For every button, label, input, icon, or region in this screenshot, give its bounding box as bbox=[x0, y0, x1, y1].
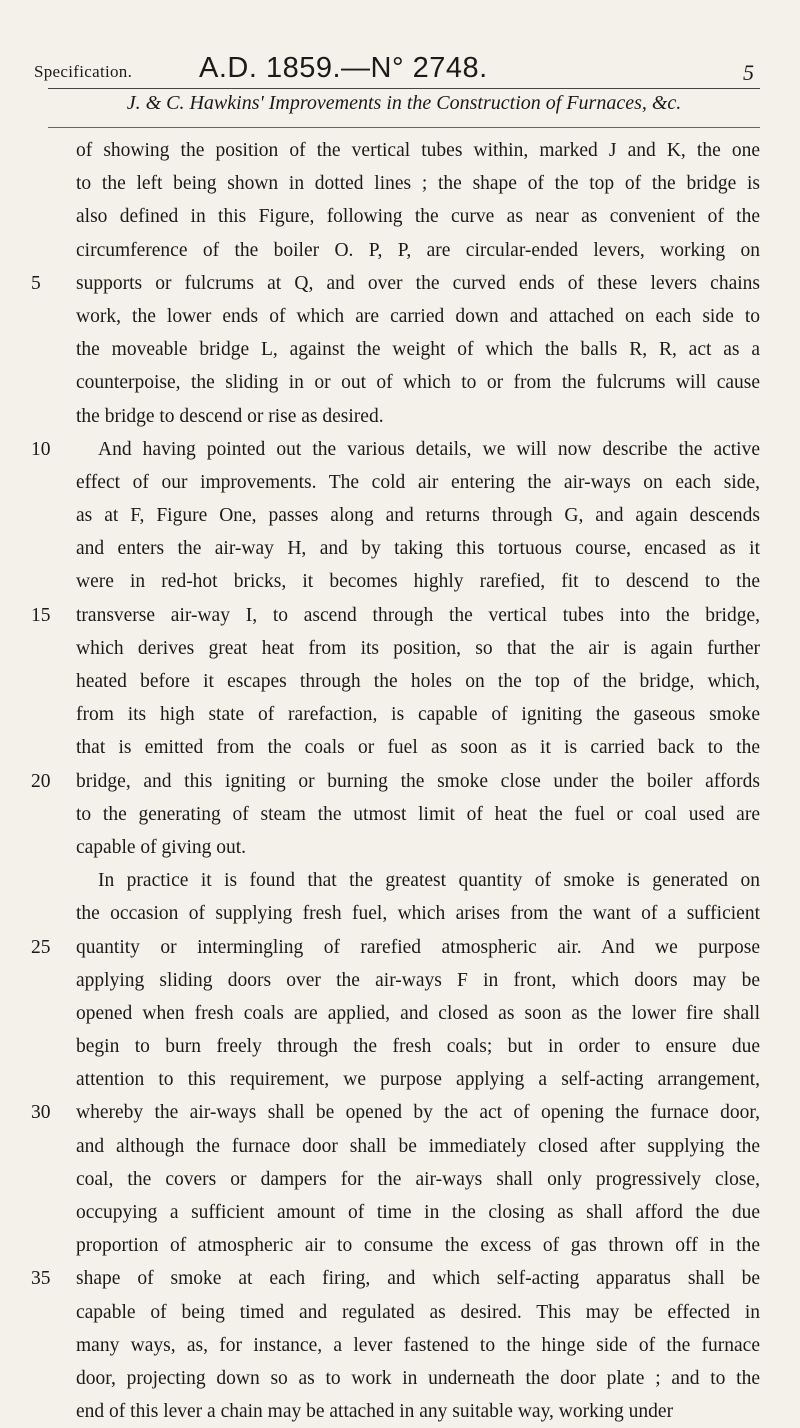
line-text: the moveable bridge L, against the weight of which the balls R, R, act as a bbox=[76, 339, 760, 361]
text-line bbox=[76, 1229, 760, 1262]
line-number: 10 bbox=[31, 438, 51, 460]
line-text: were in red-hot bricks, it becomes highly rarefied, fit to descend to the bbox=[76, 571, 760, 593]
text-line bbox=[76, 300, 760, 333]
line-text: effect of our improvements. The cold air entering the air-ways on each side, bbox=[76, 471, 760, 493]
text-line bbox=[76, 1130, 760, 1163]
text-line bbox=[76, 831, 760, 864]
text-line bbox=[76, 333, 760, 366]
text-line bbox=[31, 267, 760, 300]
text-line bbox=[76, 698, 760, 731]
text-line bbox=[31, 1262, 760, 1295]
line-text: capable of giving out. bbox=[76, 836, 247, 858]
line-text: In practice it is found that the greatest quantity of smoke is generated on bbox=[98, 870, 760, 892]
text-line bbox=[76, 964, 760, 997]
text-line bbox=[76, 1362, 760, 1395]
line-text: to the generating of steam the utmost limit of heat the fuel or coal used are bbox=[76, 803, 760, 825]
text-line bbox=[76, 798, 760, 831]
line-text: circumference of the boiler O. P, P, are circular-ended levers, working on bbox=[76, 239, 760, 261]
line-text: work, the lower ends of which are carried down and attached on each side to bbox=[76, 305, 760, 327]
text-line bbox=[76, 134, 760, 167]
line-text: applying sliding doors over the air-ways F in front, which doors may be bbox=[76, 969, 760, 991]
line-text: begin to burn freely through the fresh coals; but in order to ensure due bbox=[76, 1036, 760, 1058]
text-line bbox=[76, 499, 760, 532]
text-line bbox=[76, 366, 760, 399]
line-text: of showing the position of the vertical tubes within, marked J and K, the one bbox=[76, 140, 760, 161]
body-text bbox=[31, 134, 760, 1428]
line-text: as at F, Figure One, passes along and returns through G, and again descends bbox=[76, 505, 760, 527]
text-line bbox=[31, 599, 760, 632]
line-text: to the left being shown in dotted lines ; the shape of the top of the bridge is bbox=[76, 173, 760, 195]
header-rule-bottom bbox=[48, 127, 760, 128]
header-rule-top bbox=[48, 88, 760, 89]
text-line bbox=[31, 931, 760, 964]
text-line bbox=[76, 565, 760, 598]
line-number: 15 bbox=[31, 604, 51, 626]
line-text: heated before it escapes through the holes on the top of the bridge, which, bbox=[76, 671, 760, 692]
text-line bbox=[76, 167, 760, 200]
line-text: occupying a sufficient amount of time in the closing as shall afford the due bbox=[76, 1202, 760, 1223]
line-text: bridge, and this igniting or burning the smoke close under the boiler affords bbox=[76, 770, 760, 792]
line-text: the bridge to descend or rise as desired. bbox=[76, 405, 384, 427]
text-line bbox=[76, 1296, 760, 1329]
text-line bbox=[31, 433, 760, 466]
text-line bbox=[76, 1063, 760, 1096]
line-number: 30 bbox=[31, 1102, 51, 1124]
line-number: 20 bbox=[31, 770, 51, 792]
text-line bbox=[76, 234, 760, 267]
text-line bbox=[76, 997, 760, 1030]
text-line bbox=[76, 897, 760, 930]
line-text: that is emitted from the coals or fuel as soon as it is carried back to the bbox=[76, 737, 760, 759]
line-number: 35 bbox=[31, 1268, 51, 1290]
text-line bbox=[76, 1163, 760, 1196]
line-text: quantity or intermingling of rarefied atmospheric air. And we purpose bbox=[76, 936, 760, 958]
patent-number: A.D. 1859.—N° 2748. bbox=[199, 52, 488, 84]
text-line bbox=[76, 1196, 760, 1229]
text-line bbox=[76, 532, 760, 565]
text-line bbox=[76, 1395, 760, 1428]
text-line bbox=[31, 1096, 760, 1129]
line-text: proportion of atmospheric air to consume the excess of gas thrown off in the bbox=[76, 1235, 760, 1257]
line-text: many ways, as, for instance, a lever fastened to the hinge side of the furnace bbox=[76, 1334, 760, 1356]
line-text: capable of being timed and regulated as desired. This may be effected in bbox=[76, 1301, 760, 1323]
text-line bbox=[76, 632, 760, 665]
line-text: from its high state of rarefaction, is capable of igniting the gaseous smoke bbox=[76, 704, 760, 726]
line-text: whereby the air-ways shall be opened by the act of opening the furnace door, bbox=[76, 1102, 760, 1124]
line-text: door, projecting down so as to work in underneath the door plate ; and to the bbox=[76, 1367, 760, 1389]
line-text: transverse air-way I, to ascend through the vertical tubes into the bridge, bbox=[76, 604, 760, 626]
line-number: 5 bbox=[31, 272, 41, 294]
line-text: and enters the air-way H, and by taking this tortuous course, encased as it bbox=[76, 538, 760, 560]
text-line bbox=[76, 1030, 760, 1063]
text-line bbox=[31, 765, 760, 798]
line-text: also defined in this Figure, following the curve as near as convenient of the bbox=[76, 206, 760, 228]
line-text: coal, the covers or dampers for the air-ways shall only progressively close, bbox=[76, 1168, 760, 1190]
text-line bbox=[76, 665, 760, 698]
line-text: the occasion of supplying fresh fuel, which arises from the want of a sufficient bbox=[76, 903, 760, 925]
running-title: J. & C. Hawkins' Improvements in the Construction of Furnaces, &c. bbox=[126, 92, 682, 114]
line-text: attention to this requirement, we purpose applying a self-acting arrangement, bbox=[76, 1069, 760, 1091]
page-header bbox=[34, 52, 754, 88]
text-line bbox=[76, 466, 760, 499]
line-text: opened when fresh coals are applied, and closed as soon as the lower fire shall bbox=[76, 1002, 760, 1024]
line-text: And having pointed out the various details, we will now describe the active bbox=[98, 438, 760, 460]
line-text: shape of smoke at each firing, and which self-acting apparatus shall be bbox=[76, 1268, 760, 1290]
text-line bbox=[76, 400, 760, 433]
line-text: supports or fulcrums at Q, and over the curved ends of these levers chains bbox=[76, 272, 760, 294]
line-number: 25 bbox=[31, 936, 51, 958]
line-text: end of this lever a chain may be attached in any suitable way, working under bbox=[76, 1401, 674, 1423]
text-line bbox=[76, 731, 760, 764]
specification-label: Specification. bbox=[34, 62, 133, 81]
line-text: counterpoise, the sliding in or out of which to or from the fulcrums will cause bbox=[76, 372, 760, 394]
text-line bbox=[76, 864, 760, 897]
page-number: 5 bbox=[743, 60, 754, 85]
line-text: and although the furnace door shall be immediately closed after supplying the bbox=[76, 1135, 760, 1157]
line-text: which derives great heat from its position, so that the air is again further bbox=[76, 637, 760, 659]
text-line bbox=[76, 200, 760, 233]
text-line bbox=[76, 1329, 760, 1362]
